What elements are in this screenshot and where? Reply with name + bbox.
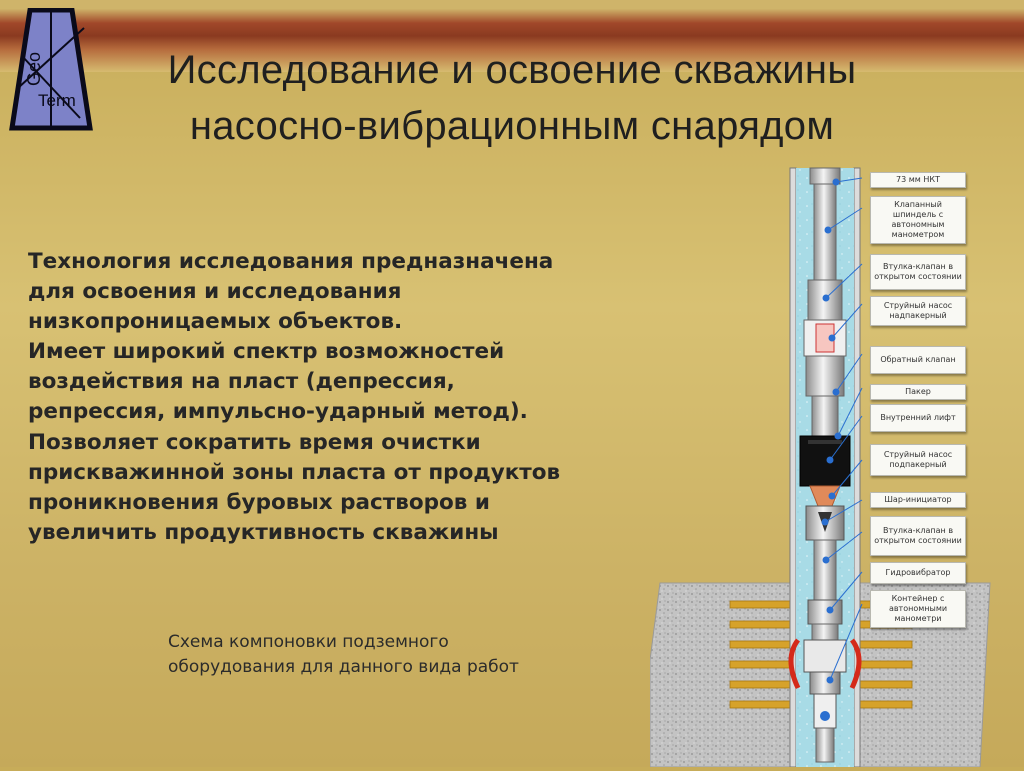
logo-geo-text: Geo xyxy=(24,51,44,86)
label-sleeve-valve-lower: Втулка-клапан в открытом состоянии xyxy=(870,516,966,556)
label-jet-pump-lower: Струйный насос подпакерный xyxy=(870,444,966,476)
label-gauge-container: Контейнер с автономными манометри xyxy=(870,590,966,628)
description-text xyxy=(28,247,688,548)
label-hydrovibrator: Гидровибратор xyxy=(870,562,966,584)
logo-term-text: Term xyxy=(38,91,76,110)
body-line: проникновения буровых растворов и xyxy=(28,489,490,515)
well-equipment-diagram xyxy=(650,160,1024,767)
diagram-caption xyxy=(168,630,519,680)
caption-line-1: Схема компоновки подземного xyxy=(168,632,449,652)
label-packer: Пакер xyxy=(870,384,966,400)
body-line: репрессия, импульсно-ударный метод). xyxy=(28,399,528,425)
body-line: Технология исследования предназначена xyxy=(28,249,554,274)
body-line: увеличить продуктивность скважины xyxy=(28,519,499,545)
title-line-1: Исследование и освоение скважины xyxy=(167,48,857,92)
body-line: для освоения и исследования xyxy=(28,279,402,305)
body-line: Позволяет сократить время очистки xyxy=(28,429,481,455)
body-line: Имеет широкий спектр возможностей xyxy=(28,339,505,365)
well-diagram-svg xyxy=(650,160,1024,767)
label-sleeve-valve-upper: Втулка-клапан в открытом состоянии xyxy=(870,254,966,290)
label-initiator-ball: Шар-инициатор xyxy=(870,492,966,508)
label-check-valve: Обратный клапан xyxy=(870,346,966,374)
body-line: низкопроницаемых объектов. xyxy=(28,309,403,335)
label-tubing: 73 мм НКТ xyxy=(870,172,966,188)
label-valve-spindle: Клапанный шпиндель с автономным манометром xyxy=(870,196,966,244)
label-jet-pump-upper: Струйный насос надпакерный xyxy=(870,296,966,326)
body-line: прискважинной зоны пласта от продуктов xyxy=(28,459,561,485)
title-line-2: насосно-вибрационным снарядом xyxy=(189,104,835,148)
label-inner-lift: Внутренний лифт xyxy=(870,404,966,432)
page-title xyxy=(0,42,1024,154)
caption-line-2: оборудования для данного вида работ xyxy=(168,657,519,677)
body-line: воздействия на пласт (депрессия, xyxy=(28,369,455,395)
